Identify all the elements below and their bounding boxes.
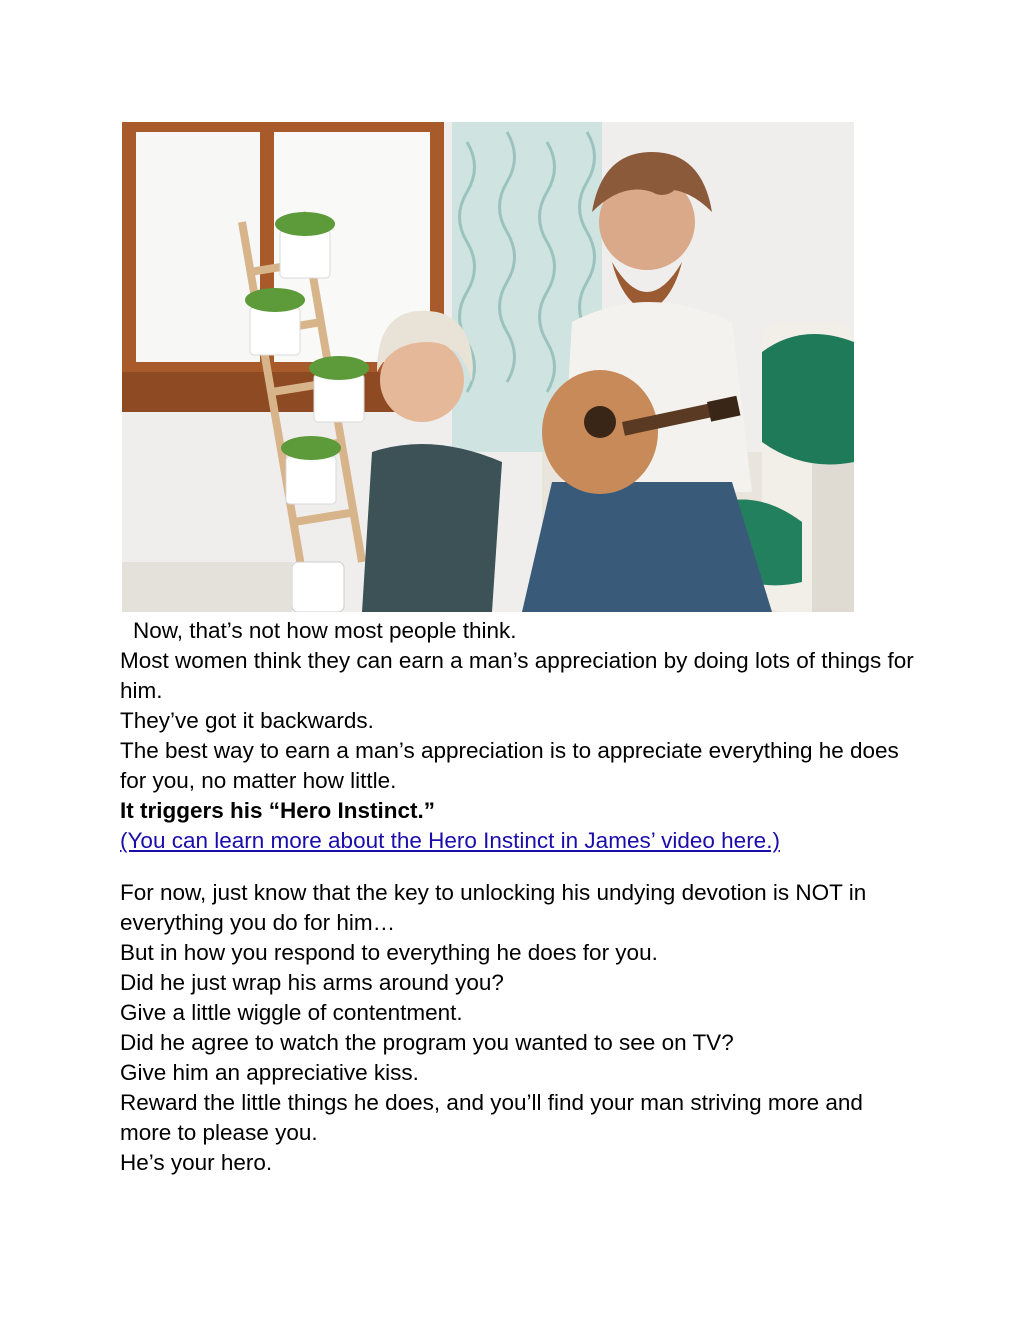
paragraph-line: Most women think they can earn a man’s appreciation by doing lots of things for him.: [120, 648, 914, 703]
paragraph-line: Give him an appreciative kiss.: [120, 1060, 419, 1085]
article-body: [120, 616, 920, 1178]
paragraph-line: The best way to earn a man’s appreciation is to appreciate everything he does for you, no matter how little.: [120, 738, 899, 793]
paragraph-line: Give a little wiggle of contentment.: [120, 1000, 463, 1025]
hero-instinct-video-link[interactable]: (You can learn more about the Hero Instinct in James’ video here.): [120, 828, 780, 853]
paragraph-line: Did he just wrap his arms around you?: [120, 970, 504, 995]
paragraph-line: They’ve got it backwards.: [120, 708, 374, 733]
paragraph-line: Did he agree to watch the program you wanted to see on TV?: [120, 1030, 734, 1055]
couple-guitar-photo: [122, 122, 854, 612]
paragraph-gap: [120, 856, 920, 878]
hero-instinct-heading: It triggers his “Hero Instinct.”: [120, 798, 436, 823]
paragraph-line: He’s your hero.: [120, 1150, 273, 1175]
paragraph-line: For now, just know that the key to unlocking his undying devotion is NOT in everything you do for him…: [120, 880, 867, 935]
paragraph-line: Now, that’s not how most people think.: [133, 618, 517, 643]
paragraph-line: But in how you respond to everything he does for you.: [120, 940, 658, 965]
paragraph-line: Reward the little things he does, and you’ll find your man striving more and more to please you.: [120, 1090, 863, 1145]
